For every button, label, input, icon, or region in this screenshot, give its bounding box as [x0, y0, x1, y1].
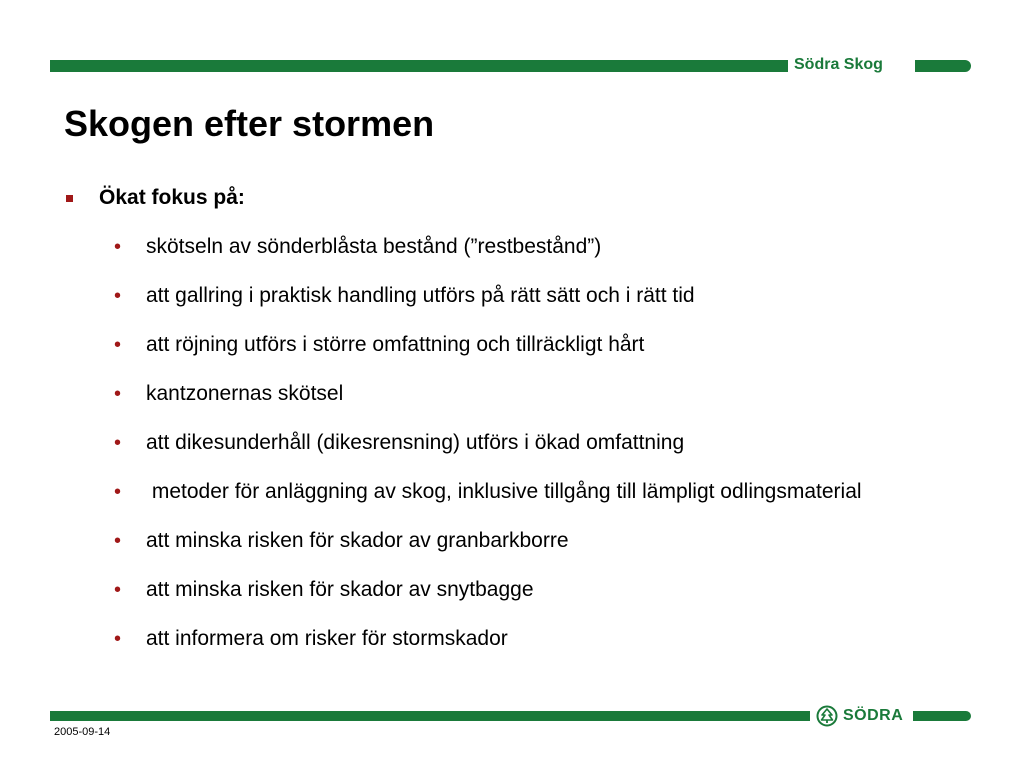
list-item: [112, 381, 912, 407]
sodra-tree-logo-icon: [816, 705, 838, 727]
sodra-logo: [816, 703, 903, 729]
list-item: [112, 283, 912, 309]
list-item-text: att minska risken för skador av granbarkborre: [146, 529, 569, 552]
list-item: [112, 479, 912, 505]
main-bullet: [64, 184, 245, 212]
bullet-dot-icon: •: [114, 334, 122, 356]
footer-bar-left: [50, 711, 810, 721]
bullet-dot-icon: •: [114, 285, 122, 307]
list-item-text: att röjning utförs i större omfattning och tillräckligt hårt: [146, 333, 645, 356]
list-item-text: metoder för anläggning av skog, inklusive tillgång till lämpligt odlingsmaterial: [146, 480, 862, 503]
list-item-text: att informera om risker för stormskador: [146, 627, 508, 650]
list-item-text: skötseln av sönderblåsta bestånd (”restbestånd”): [146, 235, 602, 258]
bullet-dot-icon: •: [114, 432, 122, 454]
slide-date: 2005-09-14: [54, 726, 111, 738]
bullet-dot-icon: •: [114, 481, 122, 503]
square-bullet-icon: [66, 195, 73, 202]
bullet-dot-icon: •: [114, 628, 122, 650]
sub-bullet-list: [112, 234, 912, 675]
list-item: [112, 528, 912, 554]
list-item-text: att minska risken för skador av snytbagge: [146, 578, 534, 601]
header-bar-right: [915, 60, 971, 72]
slide-title: Skogen efter stormen: [64, 103, 435, 144]
main-bullet-text: Ökat fokus på:: [99, 186, 245, 209]
bullet-dot-icon: •: [114, 383, 122, 405]
list-item-text: kantzonernas skötsel: [146, 382, 344, 405]
bullet-dot-icon: •: [114, 579, 122, 601]
footer-bar-right: [913, 711, 971, 721]
list-item: [112, 626, 912, 652]
list-item: [112, 577, 912, 603]
list-item: [112, 234, 912, 260]
bullet-dot-icon: •: [114, 530, 122, 552]
list-item-text: att gallring i praktisk handling utförs på rätt sätt och i rätt tid: [146, 284, 695, 307]
list-item: [112, 430, 912, 456]
header-bar-left: [50, 60, 788, 72]
header-brand: Södra Skog: [794, 56, 883, 73]
bullet-dot-icon: •: [114, 236, 122, 258]
logo-text: SÖDRA: [843, 707, 904, 724]
list-item-text: att dikesunderhåll (dikesrensning) utförs i ökad omfattning: [146, 431, 685, 454]
list-item: [112, 332, 912, 358]
